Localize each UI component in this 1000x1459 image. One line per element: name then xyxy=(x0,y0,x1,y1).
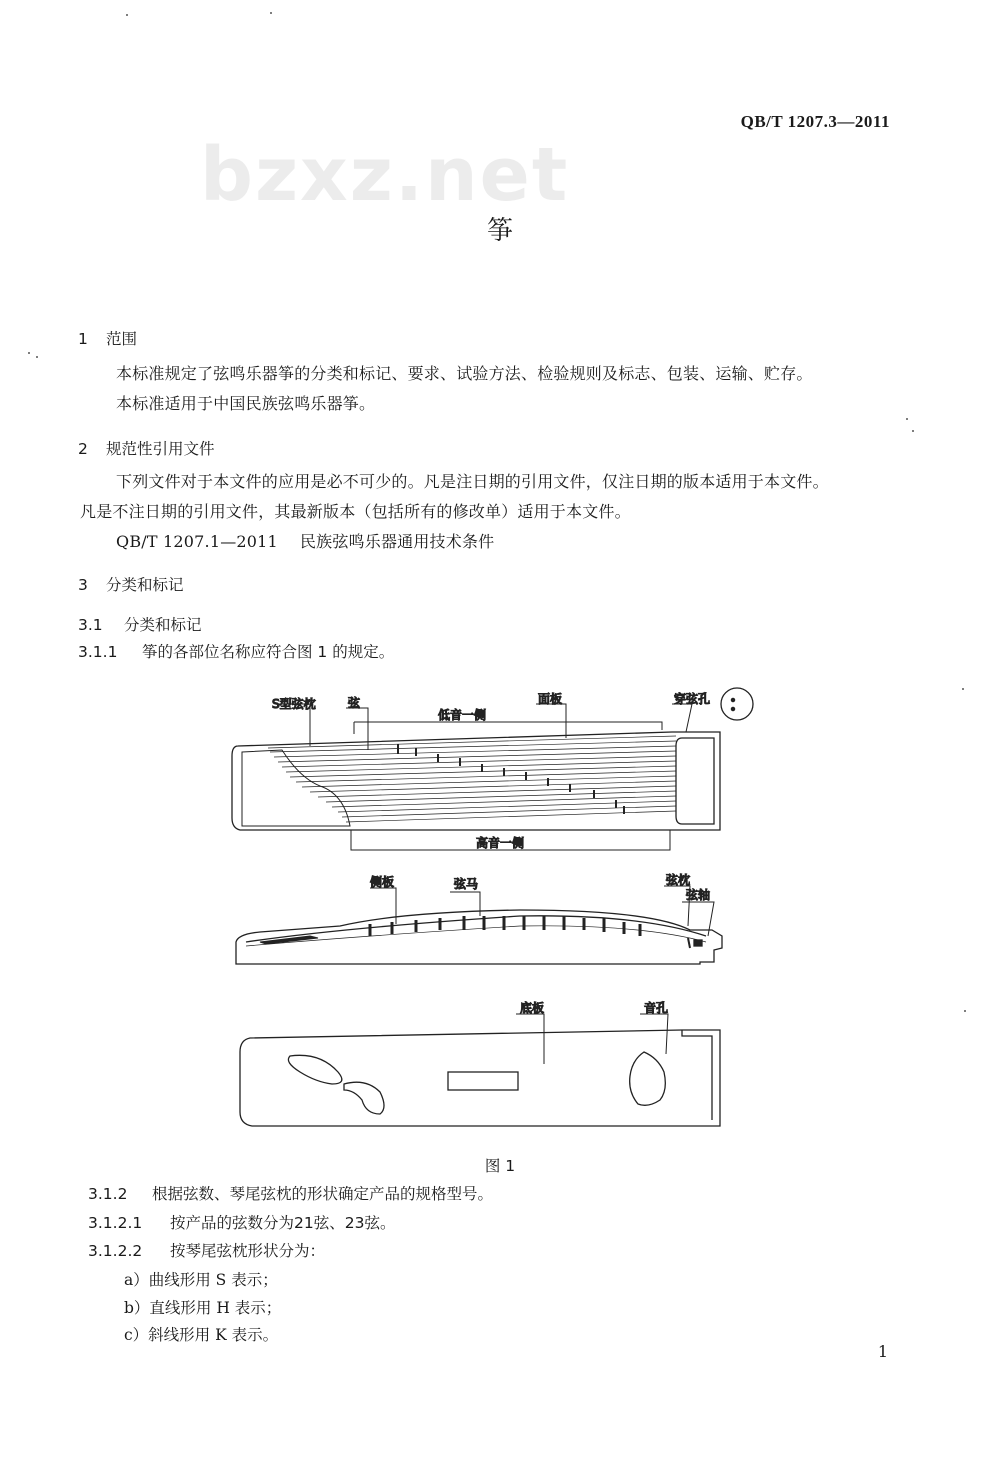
label-treble-side: 高音一侧 xyxy=(476,836,525,850)
label-movable-bridge: 弦马 xyxy=(454,877,479,891)
clause-text: 根据弦数、琴尾弦枕的形状确定产品的规格型号。 xyxy=(152,1185,494,1203)
scan-speck xyxy=(126,14,128,16)
reference-code: QB/T 1207.1—2011 xyxy=(116,532,278,551)
label-side-board: 侧板 xyxy=(370,875,395,889)
watermark: bzxz.net xyxy=(200,132,570,218)
section-1-heading xyxy=(78,327,137,349)
section-number: 3 xyxy=(78,576,88,594)
scan-speck xyxy=(912,430,914,432)
clause-3-1-2 xyxy=(88,1182,493,1204)
clause-text: 按产品的弦数分为21弦、23弦。 xyxy=(170,1214,396,1232)
clause-number: 3.1 xyxy=(78,616,103,634)
section-title: 规范性引用文件 xyxy=(106,440,215,458)
label-tuning-peg: 弦轴 xyxy=(686,888,711,902)
section-number: 1 xyxy=(78,330,88,348)
list-item-a: a）曲线形用 S 表示； xyxy=(124,1271,278,1289)
section-title: 分类和标记 xyxy=(106,576,184,594)
side-view xyxy=(236,886,722,964)
section-3-heading xyxy=(78,573,184,595)
section-1-para-2: 本标准适用于中国民族弦鸣乐器筝。 xyxy=(116,394,376,413)
list-item-b: b）直线形用 H 表示； xyxy=(124,1299,282,1317)
scan-speck xyxy=(28,352,30,354)
guzheng-diagram xyxy=(220,680,780,1140)
document-title: 筝 xyxy=(486,216,513,246)
section-title: 范围 xyxy=(106,330,138,348)
normative-reference xyxy=(116,529,494,552)
section-1-para-1: 本标准规定了弦鸣乐器筝的分类和标记、要求、试验方法、检验规则及标志、包装、运输、贮存。 xyxy=(116,364,813,383)
scan-speck xyxy=(962,688,964,690)
label-bass-side: 低音一侧 xyxy=(438,708,487,722)
clause-text: 分类和标记 xyxy=(124,616,202,634)
label-sound-hole: 音孔 xyxy=(644,1001,669,1015)
scan-speck xyxy=(906,418,908,420)
scan-speck xyxy=(36,356,38,358)
label-base-board: 底板 xyxy=(520,1001,545,1015)
clause-text: 筝的各部位名称应符合图 1 的规定。 xyxy=(142,643,395,661)
reference-title: 民族弦鸣乐器通用技术条件 xyxy=(299,532,495,551)
clause-3-1-2-1 xyxy=(88,1211,395,1233)
clause-3-1-2-2 xyxy=(88,1239,325,1261)
label-fixed-bridge: 弦枕 xyxy=(666,873,691,887)
strings xyxy=(268,736,676,822)
label-s-bridge: S型弦枕 xyxy=(272,697,316,711)
top-view xyxy=(232,688,753,850)
page-number: 1 xyxy=(877,1342,888,1361)
label-soundboard: 面板 xyxy=(538,692,563,706)
section-number: 2 xyxy=(78,440,88,458)
section-2-para-line-2: 凡是不注日期的引用文件，其最新版本（包括所有的修改单）适用于本文件。 xyxy=(80,502,631,521)
section-2-para-line-1: 下列文件对于本文件的应用是必不可少的。凡是注日期的引用文件，仅注日期的版本适用于本文件。 xyxy=(116,472,829,491)
section-2-heading xyxy=(78,437,215,459)
label-string-hole: 穿弦孔 xyxy=(674,692,711,706)
clause-number: 3.1.2.2 xyxy=(88,1242,143,1260)
bottom-view xyxy=(240,1014,720,1126)
label-string: 弦 xyxy=(348,696,361,710)
figure-caption: 图 1 xyxy=(484,1157,516,1175)
clause-3-1-1 xyxy=(78,640,394,662)
clause-number: 3.1.2.1 xyxy=(88,1214,143,1232)
scan-speck xyxy=(964,1010,966,1012)
clause-text: 按琴尾弦枕形状分为： xyxy=(170,1242,326,1260)
standard-code: QB/T 1207.3—2011 xyxy=(740,112,890,131)
list-item-c: c）斜线形用 K 表示。 xyxy=(124,1326,279,1344)
clause-3-1 xyxy=(78,613,202,635)
clause-number: 3.1.2 xyxy=(88,1185,128,1203)
clause-number: 3.1.1 xyxy=(78,643,118,661)
scan-speck xyxy=(270,12,272,14)
